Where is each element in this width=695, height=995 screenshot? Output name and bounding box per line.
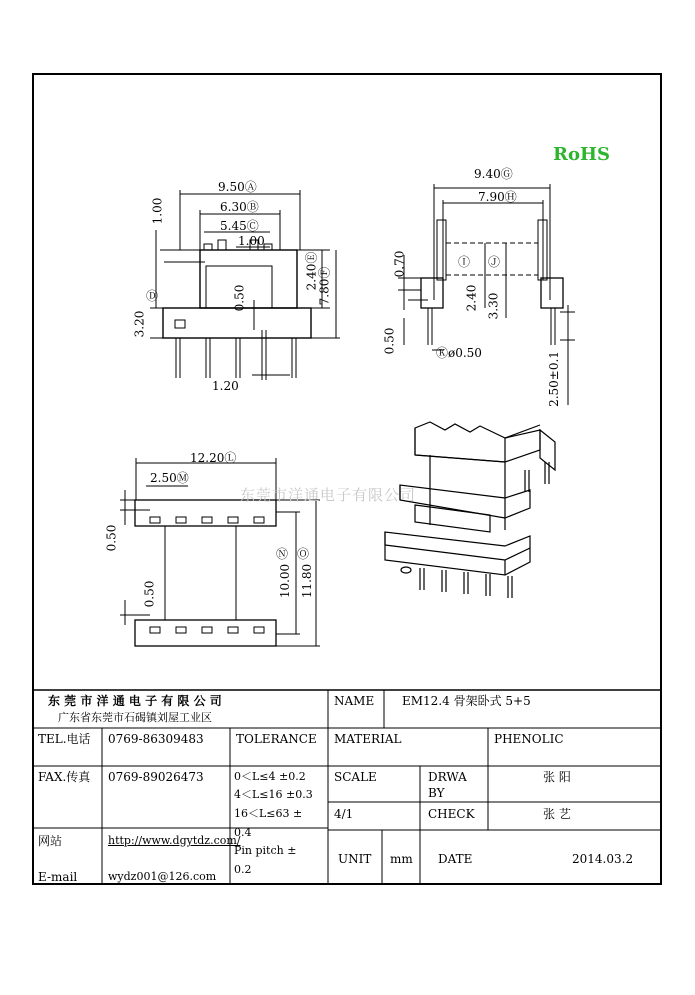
website-link[interactable]: http://www.dgytdz.com/: [108, 834, 241, 847]
dim-front-pin-1-20: 1.20: [212, 379, 239, 393]
name-value: EM12.4 骨架卧式 5+5: [402, 694, 531, 708]
dim-bottom-0-50-b: 0.50: [142, 580, 157, 608]
date-value: 2014.03.2: [572, 852, 634, 866]
dim-front-3-20: 3.20: [132, 310, 147, 338]
dim-side-j: Ⓙ: [488, 255, 501, 269]
tolerance-row-3: 16＜L≤63 ±: [234, 807, 303, 820]
website-label: 网站: [38, 834, 63, 848]
dim-bottom-o: Ⓞ: [297, 547, 310, 561]
tel-value: 0769-86309483: [108, 732, 204, 746]
tolerance-row-3b: 0.4: [234, 826, 252, 839]
drawn-by-value: 张 阳: [543, 770, 571, 784]
check-label: CHECK: [428, 807, 475, 821]
unit-value: mm: [390, 852, 413, 866]
dim-side-pin-pitch: 2.50±0.1: [546, 351, 561, 407]
dim-bottom-10-00: 10.00: [278, 563, 293, 599]
dim-bottom-l: 12.20Ⓛ: [190, 451, 237, 465]
email-label: E-mail: [38, 870, 78, 884]
fax-value: 0769-89026473: [108, 770, 204, 784]
isometric-view: [385, 422, 555, 598]
drawn-label-2: BY: [428, 786, 445, 800]
dim-front-c-1-00: 1.00: [238, 234, 265, 248]
date-label: DATE: [438, 852, 473, 866]
dim-bottom-11-80: 11.80: [300, 563, 315, 599]
dim-front-f: 7.80Ⓕ: [317, 266, 332, 306]
check-value: 张 艺: [543, 807, 571, 821]
dim-front-0-50: 0.50: [232, 284, 247, 312]
dim-side-k: Ⓚø0.50: [436, 346, 482, 360]
company-name: 东 莞 市 洋 通 电 子 有 限 公 司: [48, 694, 222, 708]
tolerance-label: TOLERANCE: [236, 732, 317, 746]
dim-side-0-50: 0.50: [382, 327, 397, 355]
email-value: wydz001@126.com: [108, 870, 217, 883]
tolerance-row-1: 0＜L≤4 ±0.2: [234, 770, 306, 783]
dim-front-b: 6.30Ⓑ: [220, 200, 259, 214]
dim-bottom-n: Ⓝ: [276, 547, 289, 561]
tolerance-row-4: Pin pitch ±: [234, 844, 297, 857]
dim-bottom-m: 2.50Ⓜ: [150, 471, 189, 485]
material-label: MATERIAL: [334, 732, 402, 746]
drawn-label-1: DRWA: [428, 770, 467, 784]
dim-bottom-0-50-a: 0.50: [104, 524, 119, 552]
watermark: 东莞市洋通电子有限公司: [240, 486, 417, 504]
dim-side-g: 9.40Ⓖ: [474, 167, 513, 181]
unit-label: UNIT: [338, 852, 372, 866]
tolerance-row-4b: 0.2: [234, 863, 252, 876]
company-address: 广东省东莞市石碣镇刘屋工业区: [58, 711, 212, 724]
dim-side-h: 7.90Ⓗ: [478, 190, 517, 204]
tel-label: TEL.电话: [38, 732, 91, 746]
dim-front-d: Ⓓ: [146, 289, 159, 303]
dim-front-a: 9.50Ⓐ: [218, 180, 257, 194]
dim-side-i: Ⓘ: [458, 255, 471, 269]
dim-side-0-70: 0.70: [392, 250, 407, 278]
name-label: NAME: [334, 694, 375, 708]
scale-value: 4/1: [334, 807, 354, 821]
dim-front-c: 5.45Ⓒ: [220, 219, 259, 233]
rohs-mark: RoHS: [553, 144, 610, 165]
dim-side-3-30: 3.30: [486, 292, 501, 320]
scale-label: SCALE: [334, 770, 377, 784]
fax-label: FAX.传真: [38, 770, 91, 784]
dim-front-1-00: 1.00: [150, 197, 165, 225]
tolerance-row-2: 4＜L≤16 ±0.3: [234, 788, 313, 801]
material-value: PHENOLIC: [494, 732, 564, 746]
dim-front-e: 2.40Ⓔ: [304, 251, 319, 291]
dim-side-2-40: 2.40: [464, 284, 479, 312]
